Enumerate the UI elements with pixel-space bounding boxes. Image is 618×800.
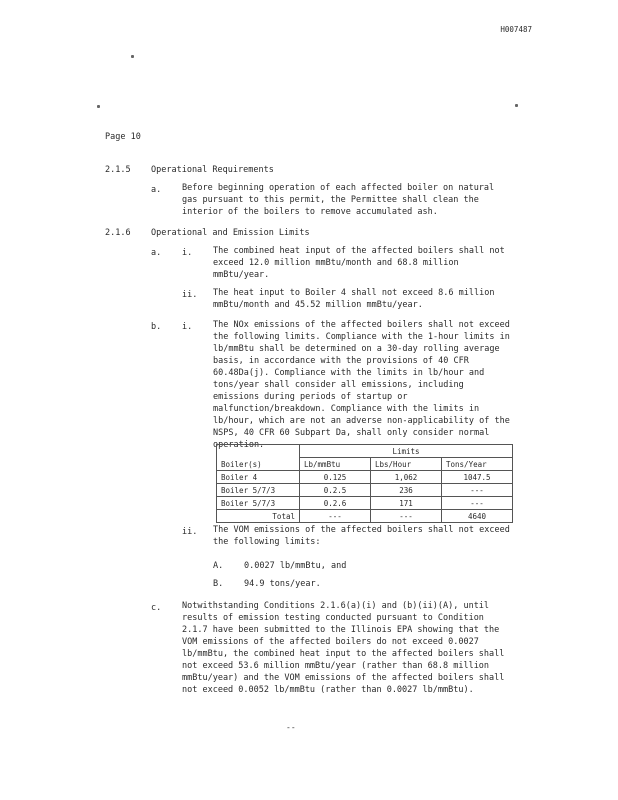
- cell-lbmmbtu: 0.2.6: [300, 497, 371, 510]
- cell-tonsyear: ---: [442, 484, 513, 497]
- cell-boiler-total: Total: [217, 510, 300, 523]
- item-num-216a-i: i.: [182, 248, 193, 258]
- header-lbmmbtu: Lb/mmBtu: [300, 458, 371, 471]
- item-text-215a: Before beginning operation of each affected boiler on natural gas pursuant to this permit, the Permittee shall clean the interior of the boilers to remove accumulated ash.: [182, 183, 495, 217]
- table-row: [217, 471, 513, 484]
- cell-tonsyear: 1047.5: [442, 471, 513, 484]
- table-total-row: [217, 510, 513, 523]
- cell-lbhour: 236: [371, 484, 442, 497]
- item-letter-216b-ii-B: B.: [213, 579, 224, 589]
- item-text-216b-ii-B: 94.9 tons/year.: [244, 579, 321, 589]
- stray-mark-3: [515, 104, 518, 107]
- table-row: [217, 497, 513, 510]
- cell-boiler: Boiler 4: [217, 471, 300, 484]
- item-num-216a-ii: ii.: [182, 290, 198, 300]
- cell-lbmmbtu: 0.125: [300, 471, 371, 484]
- cell-boiler: Boiler 5/7/3: [217, 484, 300, 497]
- header-lbhour: Lbs/Hour: [371, 458, 442, 471]
- table-row: [217, 484, 513, 497]
- header-boiler: Boiler(s): [217, 445, 300, 471]
- item-num-216b-ii: ii.: [182, 527, 198, 537]
- item-text-216b-ii: The VOM emissions of the affected boilers shall not exceed the following limits:: [213, 525, 510, 547]
- cell-tonsyear: ---: [442, 497, 513, 510]
- section-number-216: 2.1.6: [105, 228, 131, 238]
- header-limits-group: Limits: [300, 445, 513, 458]
- item-letter-216a: a.: [151, 248, 162, 258]
- item-num-216b-i: i.: [182, 322, 193, 332]
- item-text-216a-i: The combined heat input of the affected boilers shall not exceed 12.0 million mmBtu/month and 68.8 million mmBtu/year.: [213, 246, 505, 280]
- cell-boiler: Boiler 5/7/3: [217, 497, 300, 510]
- item-text-216a-ii: The heat input to Boiler 4 shall not exceed 8.6 million mmBtu/month and 45.52 million mmBtu/year.: [213, 288, 495, 310]
- item-letter-216c: c.: [151, 603, 162, 613]
- item-text-216b-ii-A: 0.0027 lb/mmBtu, and: [244, 561, 347, 571]
- footer-mark: --: [286, 723, 296, 732]
- section-title-215: Operational Requirements: [151, 165, 274, 175]
- item-text-216c: Notwithstanding Conditions 2.1.6(a)(i) and (b)(ii)(A), until results of emission testing conducted pursuant to Condition 2.1.7 have been submitted to the Illinois EPA showing that the VOM emissions of the affected boilers do not exceed 0.0027 lb/mmBtu, the combined heat input to the affected boilers shall not exceed 53.6 million mmBtu/year (rather than 68.8 million mmBtu/year) and the VOM emissions of the affected boilers shall not exceed 0.0052 lb/mmBtu (rather than 0.0027 lb/mmBtu).: [182, 601, 505, 695]
- cell-tonsyear: 4640: [442, 510, 513, 523]
- page-label: Page 10: [105, 132, 141, 142]
- section-number-215: 2.1.5: [105, 165, 131, 175]
- table-header-row: [217, 445, 513, 458]
- item-letter-216b: b.: [151, 322, 162, 332]
- header-tonsyear: Tons/Year: [442, 458, 513, 471]
- cell-lbhour: 1,062: [371, 471, 442, 484]
- cell-lbmmbtu: ---: [300, 510, 371, 523]
- cell-lbhour: 171: [371, 497, 442, 510]
- cell-lbmmbtu: 0.2.5: [300, 484, 371, 497]
- section-title-216: Operational and Emission Limits: [151, 228, 310, 238]
- bates-number: H007487: [500, 25, 532, 34]
- stray-mark-1: [131, 55, 134, 58]
- stray-mark-2: [97, 105, 100, 108]
- cell-lbhour: ---: [371, 510, 442, 523]
- nox-limits-table: [216, 444, 513, 523]
- item-text-216b-i: The NOx emissions of the affected boilers shall not exceed the following limits. Compliance with the 1-hour limits in lb/mmBtu shall be determined on a 30-day rolling average basis, in accordance with the provisions of 40 CFR 60.48Da(j). Compliance with the limits in lb/hour and tons/year shall consider all emissions, including emissions during periods of startup or malfunction/breakdown. Compliance with the limits in lb/hour, which are not an adverse non-applicability of the NSPS, 40 CFR 60 Subpart Da, shall only consider normal operation.: [213, 320, 510, 450]
- item-letter-216b-ii-A: A.: [213, 561, 224, 571]
- item-letter-215a: a.: [151, 185, 162, 195]
